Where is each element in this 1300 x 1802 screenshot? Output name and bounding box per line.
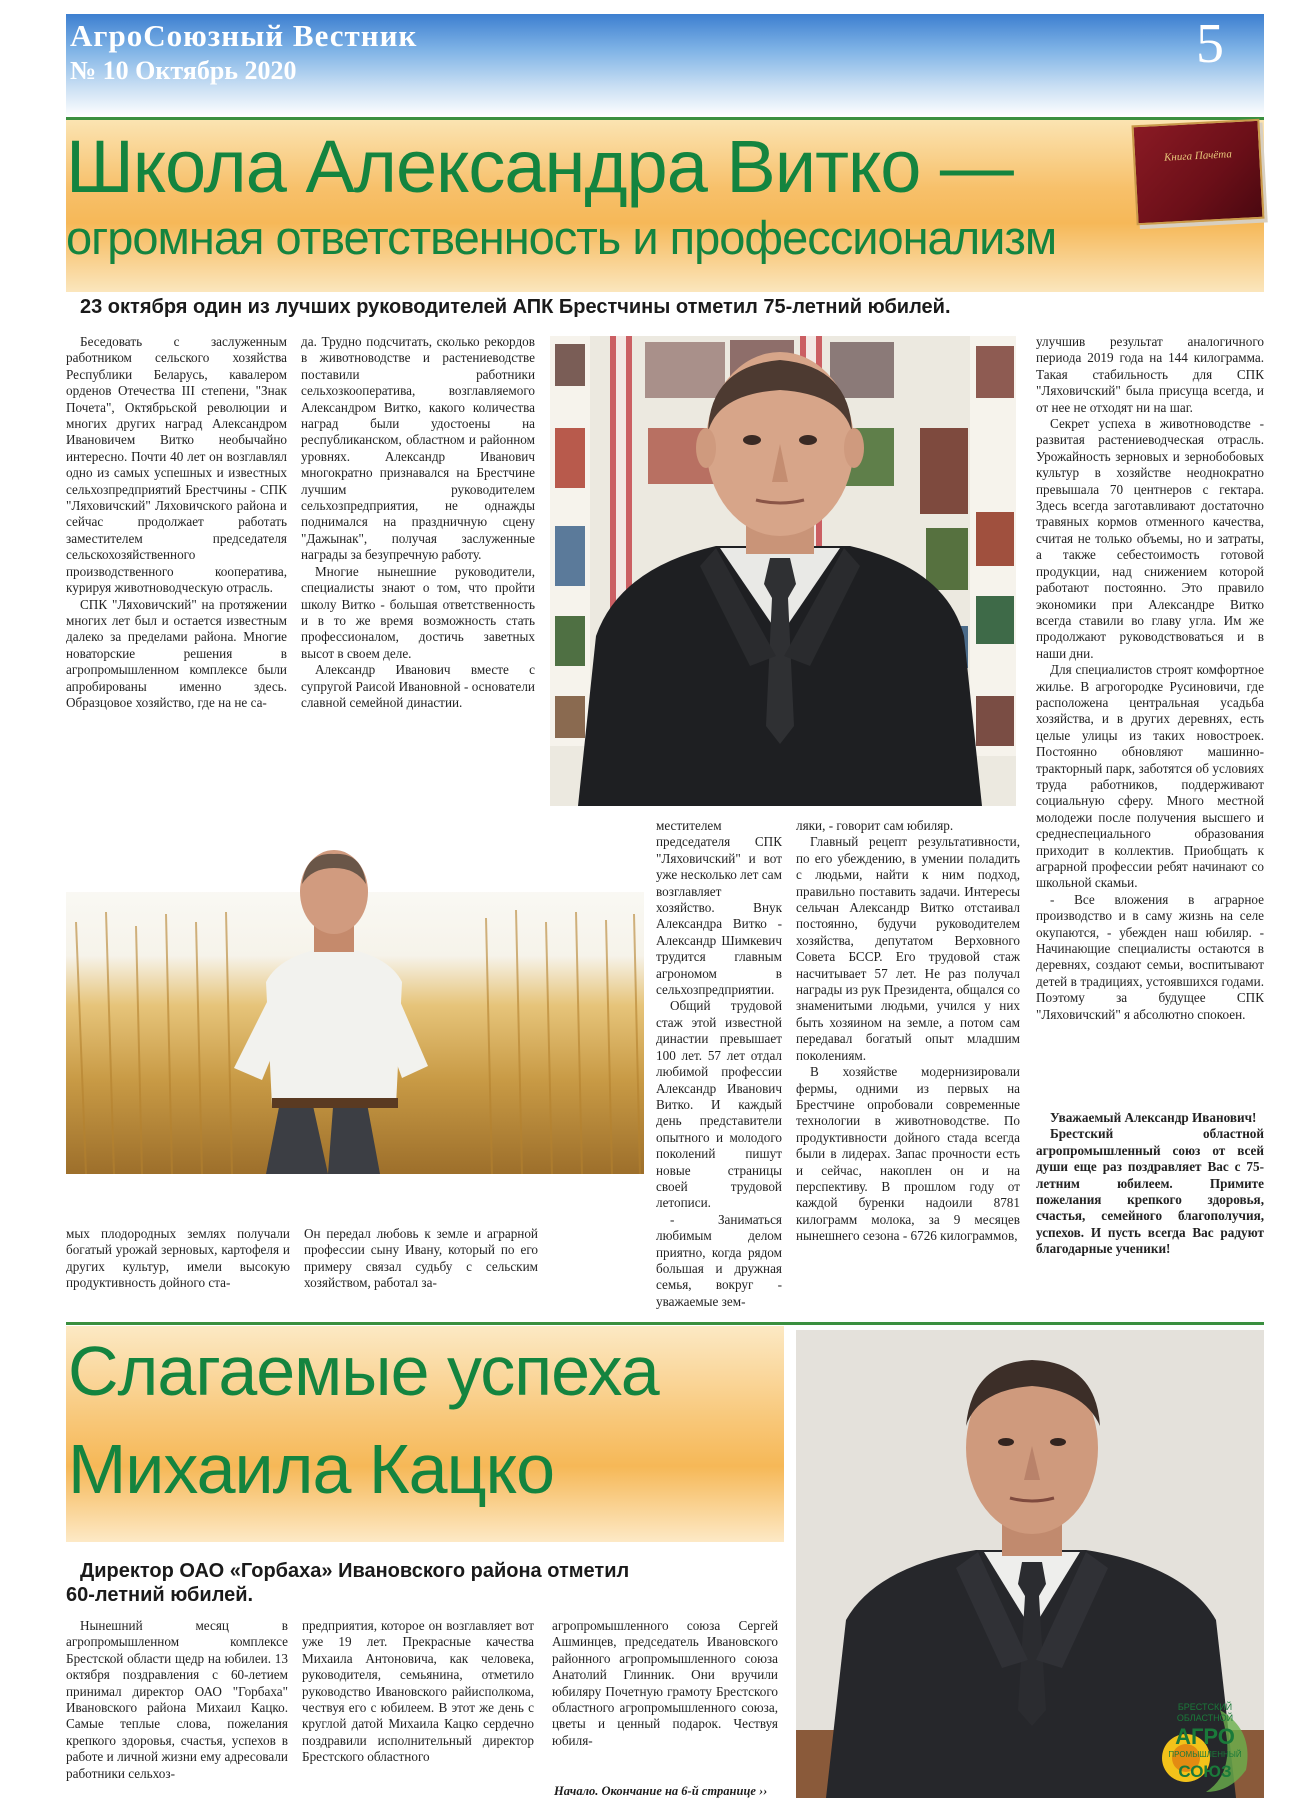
paragraph: - Заниматься любимым делом приятно, когда рядом большая и дружная семья, вокруг - уважаемые зем- xyxy=(656,1211,782,1309)
portrait-photo xyxy=(550,336,1016,806)
book-of-honor-label: Книга Пачёта xyxy=(1163,148,1233,164)
article-column-1-top xyxy=(66,334,287,742)
article2-headline-line2: Михаила Кацко xyxy=(68,1430,555,1508)
book-of-honor-image xyxy=(1131,119,1264,226)
paragraph: Беседовать с заслуженным работником сельского хозяйства Республики Беларусь, кавалером орденов Отечества III степени, "Знак Почета", Октябрьской революции и многих других наград Александром Ивановичем Витко необычайно интересно. Почти 40 лет он возглавлял одно из самых успешных и известных сельхозпредприятий Брестчины - СПК "Ляховичский" Ляховичского района и сейчас продолжает работать заместителем председателя сельскохозяйственного производственного кооператива, курируя животноводческую отрасль. xyxy=(66,334,287,596)
paragraph: В хозяйстве модернизировали фермы, одними из первых на Брестчине опробовали современные технологии в животноводстве. По продуктивности дойного стада всегда были в лидерах. Запас прочности есть и сейчас, накоплен он и на перспективу. В прошлом году от каждой буренки надоили 8781 килограмм молока, за 9 месяцев нынешнего сезона - 6726 килограммов, xyxy=(796,1064,1020,1244)
greeting-block xyxy=(1036,1110,1264,1296)
paragraph: Нынешний месяц в агропромышленном комплексе Брестской области щедр на юбилеи. 13 октября поздравления с 60-летием принимал директор ОАО "Горбаха" Ивановского района Михаил Кацко. Самые теплые слова, пожелания крепкого здоровья, счастья, успехов в работе и личной жизни ему адресовали работники сельхоз- xyxy=(66,1618,288,1781)
logo-text-line5: СОЮЗ xyxy=(1178,1762,1232,1781)
logo-text-line2: ОБЛАСТНОЙ xyxy=(1176,1713,1234,1723)
paragraph: Главный рецепт результативности, по его убеждению, в умении поладить с людьми, найти к ним подход, правильно поставить задачи. Интересы сельчан Александр Витко отстаивал постоянно, будучи руководителем хозяйства, депутатом Верховного Совета БССР. Его трудовой стаж насчитывает 57 лет. Не раз получал награды из рук Президента, общался со знаменитыми людьми, учился у них быть хозяином на земле, а потом сам передавал богатый опыт младшим поколениям. xyxy=(796,834,1020,1063)
logo-text-line1: БРЕСТСКИЙ xyxy=(1177,1702,1233,1712)
paragraph: да. Трудно подсчитать, сколько рекордов в животноводстве и растениеводстве поставили работники сельхозкооператива, возглавляемого Александром Витко, какого количества наград были удостоены на республиканском, областном и районном уровнях. Александр Иванович многократно признавался на Брестчине лучшим руководителем сельхозпредприятия, не однажды поднимался на праздничную сцену "Дажынак", получая заслуженные награды за безупречную работу. xyxy=(301,334,535,563)
article-column-2-top xyxy=(301,334,535,742)
paragraph: Многие нынешние руководители, специалисты знают о том, что пройти школу Витко - большая ответственность и в то же время возможность стать профессионалом, достичь заветных высот в своем деле. xyxy=(301,563,535,661)
article2-column-1 xyxy=(66,1618,288,1800)
article-headline-line2: огромная ответственность и профессионализм xyxy=(66,211,1057,264)
portrait-photo-art xyxy=(550,336,1016,806)
wheat-field-photo xyxy=(66,862,644,1174)
paragraph: местителем председателя СПК "Ляховичский" и вот уже несколько лет сам возглавляет хозяйство. Внук Александра Витко - Александр Шимкевич трудится главным агрономом в сельхозпредприятии. xyxy=(656,818,782,998)
paragraph: - Все вложения в аграрное производство и в саму жизнь на селе окупаются, - убежден наш юбиляр. - Начинающие специалисты остаются в деревнях, создают семьи, воспитывают детей в традициях, устоявшихся годами. Поэтому за будущее СПК "Ляховичский" я абсолютно спокоен. xyxy=(1036,891,1264,1022)
paragraph: Общий трудовой стаж этой известной династии превышает 100 лет. 57 лет отдал любимой профессии Александр Иванович Витко. И каждый день представители опытного и молодого поколений пишут новые страницы своей трудовой летописи. xyxy=(656,998,782,1211)
paragraph: Александр Иванович вместе с супругой Раисой Ивановной - основатели славной семейной династии. xyxy=(301,662,535,710)
logo-text-line3: АГРО xyxy=(1175,1724,1235,1749)
issue-date: № 10 Октябрь 2020 xyxy=(70,56,297,85)
article-headline-line1: Школа Александра Витко — xyxy=(66,125,1013,208)
article2-subtitle-line2: 60-летний юбилей. xyxy=(66,1584,254,1606)
paragraph: СПК "Ляховичский" на протяжении многих лет был и остается известным далеко за пределами района. Многие новаторские решения в агропромышленном комплексе были апробированы именно здесь. Образцовое хозяйство, где на не са- xyxy=(66,596,287,710)
greeting-text: Брестский областной агропромышленный союз от всей души еще раз поздравляет Вас с 75-летним юбилеем. Примите пожелания крепкого здоровья, счастья, семейного благополучия, успехов. И пусть всегда Вас радуют благодарные ученики! xyxy=(1036,1126,1264,1257)
section-rule xyxy=(66,1322,1264,1325)
article-column-5 xyxy=(1036,334,1264,1064)
paragraph: Он передал любовь к земле и аграрной профессии сыну Ивану, который по его примеру связал судьбу с сельским хозяйством, работал за- xyxy=(304,1226,538,1291)
greeting-salutation: Уважаемый Александр Иванович! xyxy=(1050,1110,1257,1125)
article-column-2-bottom xyxy=(304,1226,538,1296)
article-subtitle: 23 октября один из лучших руководителей АПК Брестчины отметил 75-летний юбилей. xyxy=(80,296,951,318)
paragraph: агропромышленного союза Сергей Ашминцев, председатель Ивановского районного агропромышленного союза Анатолий Глинник. Они вручили юбиляру Почетную грамоту Брестского областного агропромышленного союза, цветы и ценный подарок. Чествуя юбиля- xyxy=(552,1618,778,1748)
top-rule xyxy=(66,117,1264,120)
newspaper-title: АгроСоюзный Вестник xyxy=(70,18,418,53)
wheat-field-art xyxy=(66,862,644,1174)
article-column-1-bottom xyxy=(66,1226,290,1296)
article2-headline-line1: Слагаемые успеха xyxy=(68,1332,659,1410)
paragraph: улучшив результат аналогичного периода 2019 года на 144 килограмма. Такая стабильность для СПК "Ляховичский" была присуща всегда, и от нее не отходят ни на шаг. xyxy=(1036,334,1264,415)
article2-subtitle-line1: Директор ОАО «Горбаха» Ивановского района отметил xyxy=(80,1560,630,1582)
article2-column-3 xyxy=(552,1618,778,1778)
paragraph: ляки, - говорит сам юбиляр. xyxy=(796,818,954,833)
article2-column-2 xyxy=(302,1618,534,1800)
article-column-3 xyxy=(656,818,782,1309)
page-number: 5 xyxy=(1196,13,1224,75)
paragraph: мых плодородных землях получали богатый урожай зерновых, картофеля и других культур, имели высокую продуктивность дойного ста- xyxy=(66,1226,290,1291)
article-column-4 xyxy=(796,818,1020,1294)
logo-text-line4: ПРОМЫШЛЕННЫЙ xyxy=(1168,1750,1242,1759)
paragraph: Секрет успеха в животноводстве - развитая растениеводческая отрасль. Урожайность зерновых и зернобобовых культур в хозяйстве неоднократно превышала 70 центнеров с гектара. Здесь всегда заготавливают достаточно травяных кормов отменного качества, считая не только объемы, но и затраты, а также себестоимость готовой продукции, над снижением которой работают постоянно. Это правило экономики при Александре Витко всегда ставили во главу угла. Им же продолжают руководствоваться и в наши дни. xyxy=(1036,416,1264,661)
paragraph: Для специалистов строят комфортное жилье. В агрогородке Русиновичи, где расположена центральная усадьба хозяйства, и в других деревнях, есть целые улицы из таких новостроек. Постоянно обновляют машинно-тракторный парк, заботятся об условиях труда работников, поддерживают социальную сферу. Много местной молодежи после получения высшего и среднеспециального образования приходит в коллектив. Приобщать к аграрной профессии ребят начинают со школьной скамьи. xyxy=(1036,662,1264,891)
continued-note: Начало. Окончание на 6-й странице ›› xyxy=(554,1784,768,1798)
paragraph: предприятия, которое он возглавляет вот уже 19 лет. Прекрасные качества Михаила Антоновича, как человека, руководителя, семьянина, отметило руководство Ивановского райисполкома, чествуя его с юбилеем. В этот же день с круглой датой Михаила Кацко сердечно поздравили исполнительный директор Брестского областного xyxy=(302,1618,534,1765)
